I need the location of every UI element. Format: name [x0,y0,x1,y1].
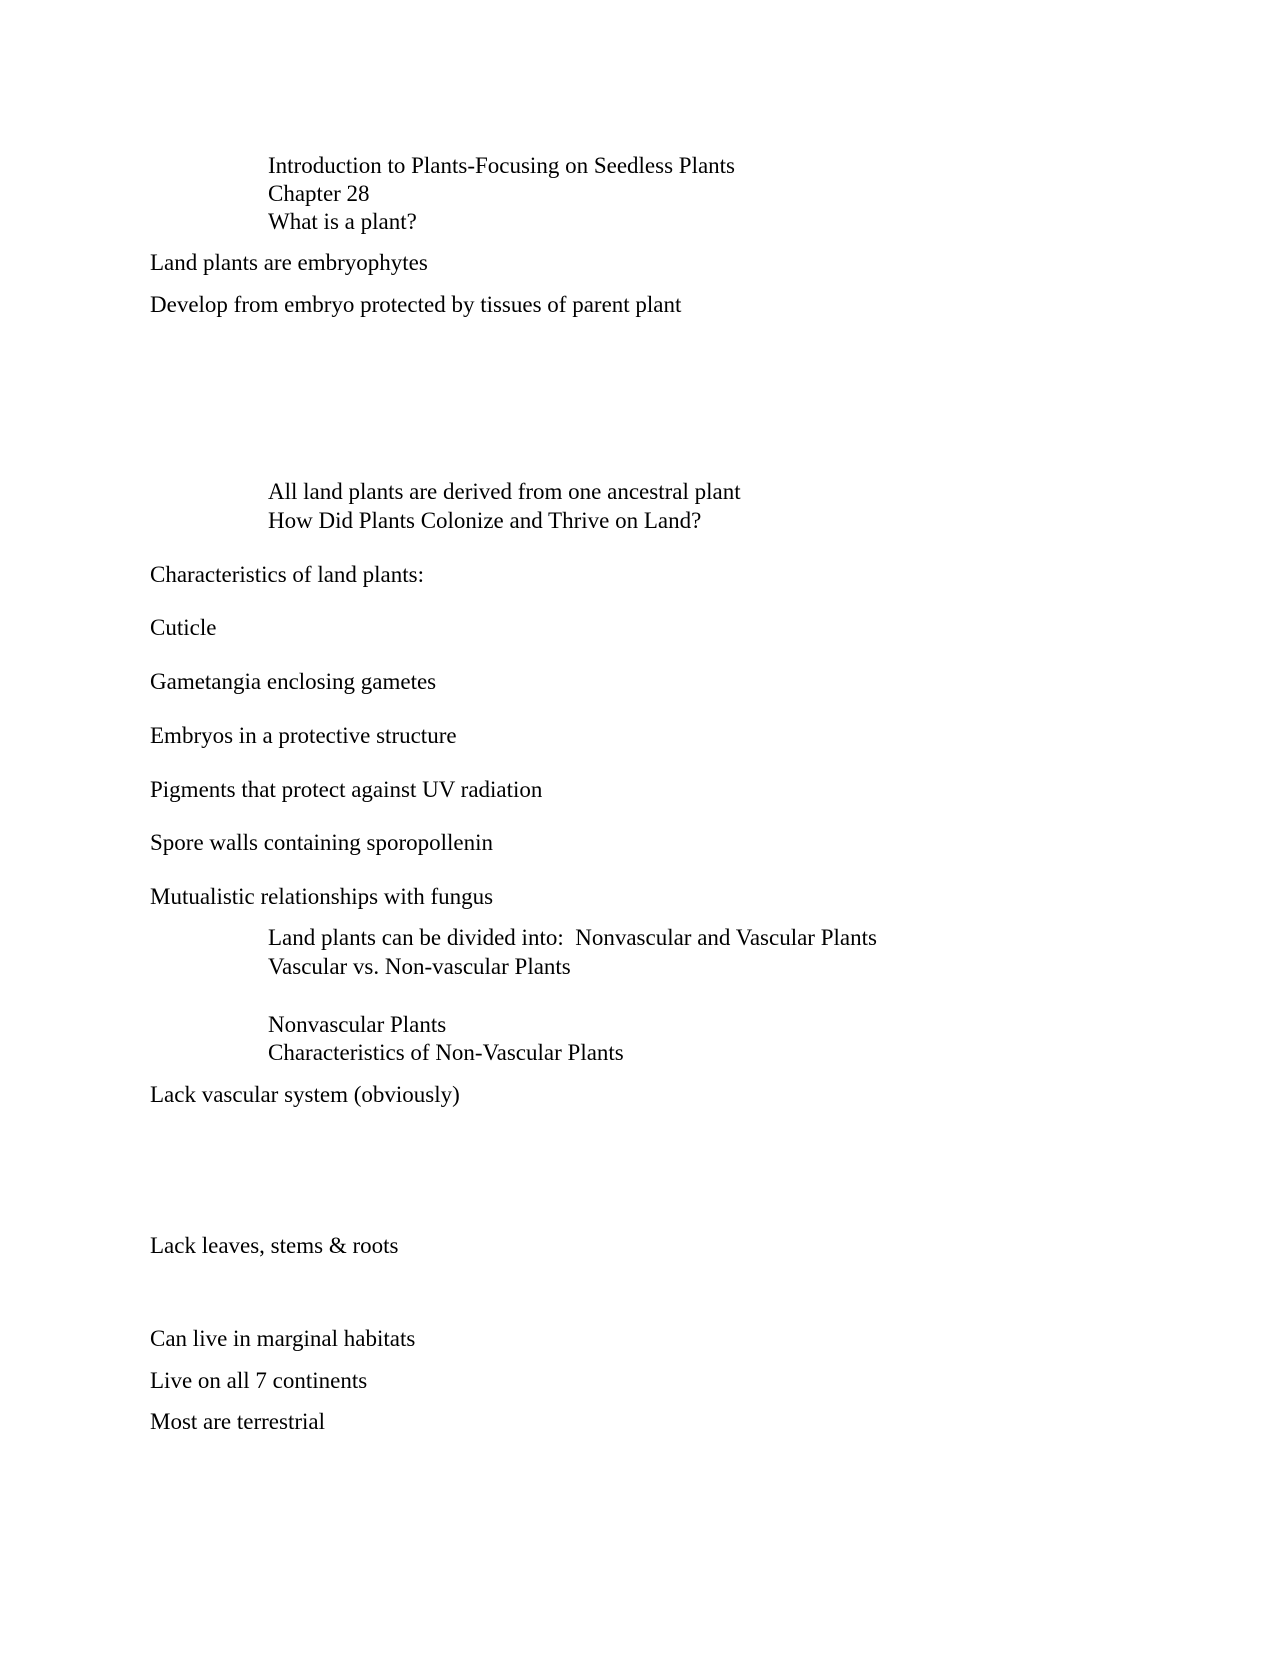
section-heading-nonvascular: Nonvascular Plants [268,1012,447,1037]
list-item: Gametangia enclosing gametes [150,669,437,694]
list-item: Cuticle [150,615,217,640]
list-item: Spore walls containing sporopollenin [150,830,494,855]
list-item: Can live in marginal habitats [150,1326,416,1351]
list-item: Live on all 7 continents [150,1368,368,1393]
document-title: Introduction to Plants-Focusing on Seedless Plants [268,153,736,178]
list-item: Pigments that protect against UV radiation [150,777,543,802]
section-heading-what-is-plant: What is a plant? [268,209,417,234]
section-heading-colonize: How Did Plants Colonize and Thrive on Land? [268,508,702,533]
section-heading-vascular-vs: Vascular vs. Non-vascular Plants [268,954,571,979]
list-item: Lack leaves, stems & roots [150,1233,399,1258]
section-heading-nonvascular-characteristics: Characteristics of Non-Vascular Plants [268,1040,624,1065]
paragraph-divided: Land plants can be divided into: Nonvascular and Vascular Plants [268,925,877,950]
list-item: Mutualistic relationships with fungus [150,884,494,909]
paragraph-ancestral: All land plants are derived from one ancestral plant [268,479,741,504]
list-item: Most are terrestrial [150,1409,325,1434]
paragraph-embryophytes: Land plants are embryophytes [150,250,428,275]
chapter-label: Chapter 28 [268,181,370,206]
paragraph-develop: Develop from embryo protected by tissues of parent plant [150,292,682,317]
characteristics-heading: Characteristics of land plants: [150,562,425,587]
list-item: Lack vascular system (obviously) [150,1082,460,1107]
list-item: Embryos in a protective structure [150,723,457,748]
